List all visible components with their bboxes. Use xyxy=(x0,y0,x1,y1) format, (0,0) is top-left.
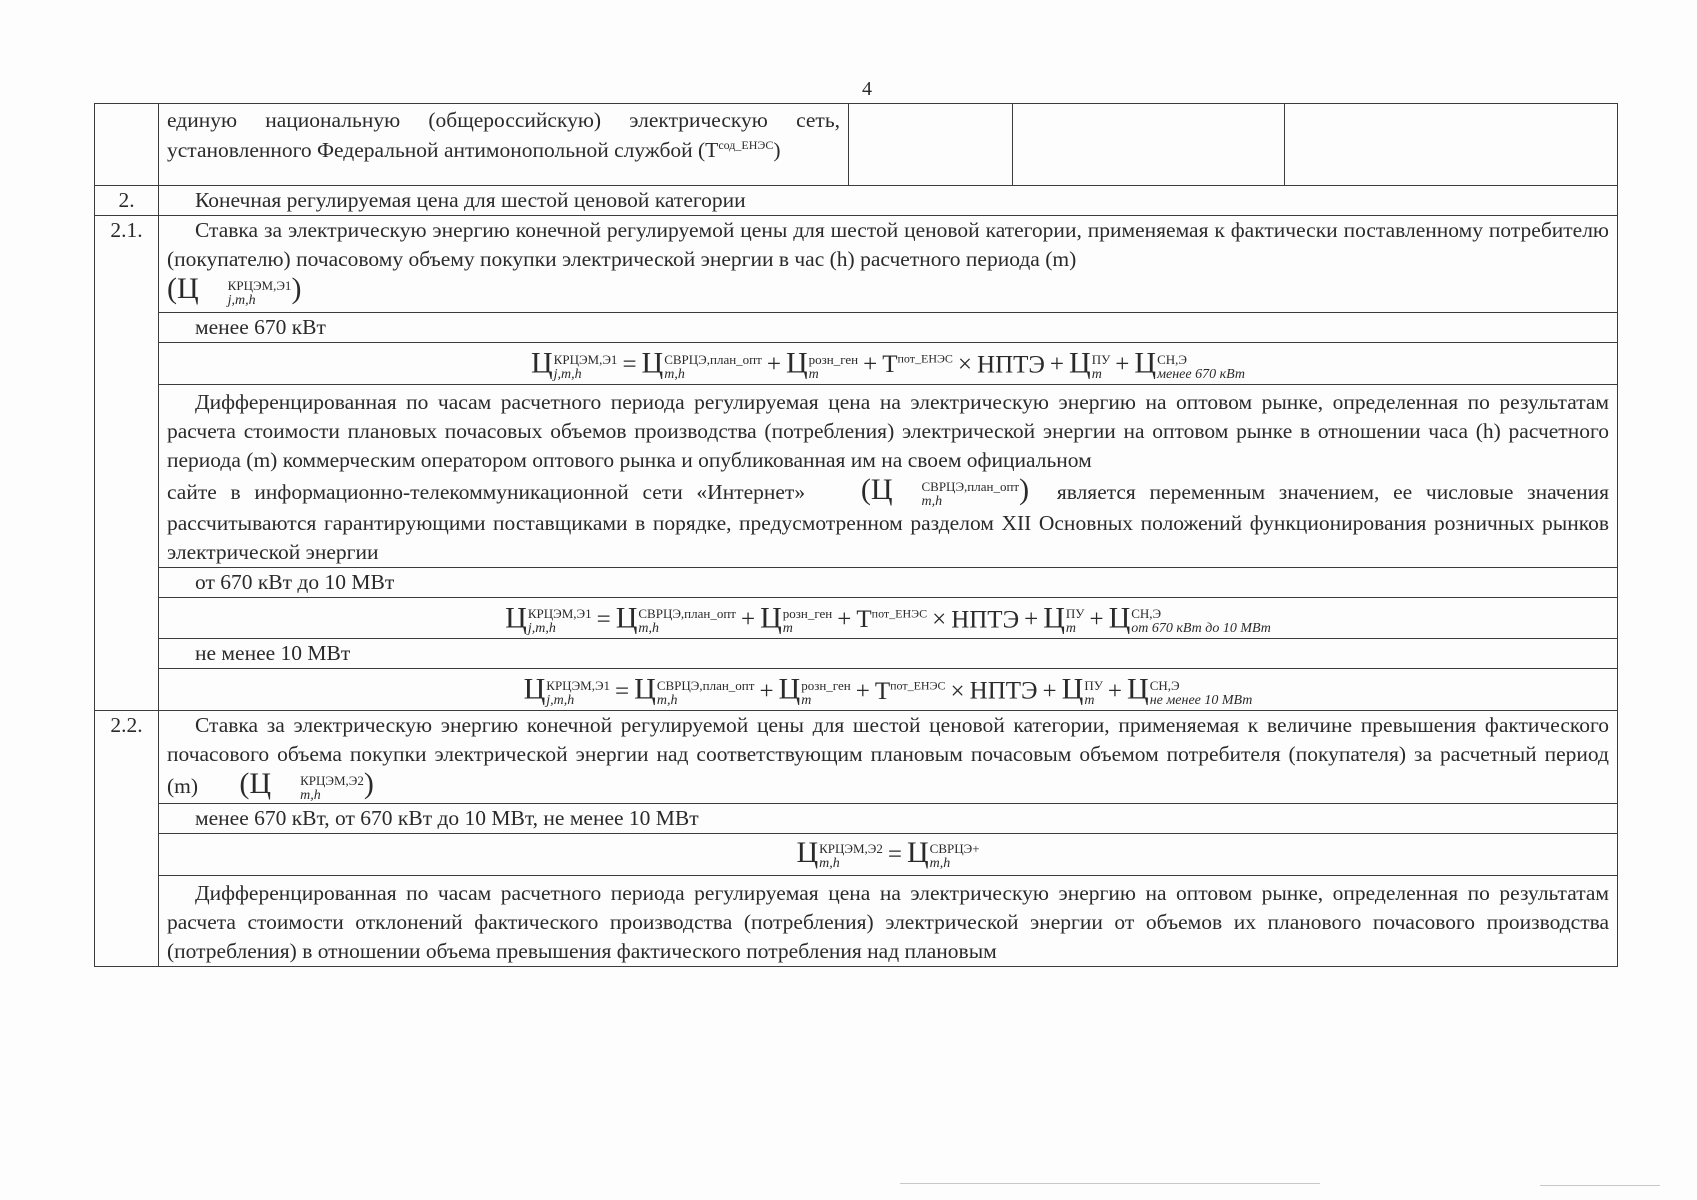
rate-description-text: Ставка за электрическую энергию конечной регулируемой цены для шестой ценовой категории, применяемая к фактически поставленному потребителю (покупателю) почасовому объему покупки электрической энергии в час (h) расчетного периода (m) xyxy=(167,218,1609,271)
continuation-text: единую национальную (общероссийскую) электрическую сеть, установленного Федеральной антимонопольной службой (T xyxy=(167,108,840,163)
rate-description-excess: Ставка за электрическую энергию конечной регулируемой цены для шестой ценовой категории, применяемая к величине превышения фактического почасового объема покупки электрической энергии над соответствующим плановым почасовым объемом потребителя (покупателя) за расчетный период (m) (Ц КРЦЭМ,Э2 m,h ) xyxy=(159,710,1618,803)
table-row xyxy=(95,710,1618,803)
capacity-label: менее 670 кВт, от 670 кВт до 10 МВт, не менее 10 МВт xyxy=(159,803,1618,833)
price-symbol: Ц xyxy=(177,272,199,305)
table-row xyxy=(95,186,1618,216)
empty-cell xyxy=(1285,104,1618,186)
table-row xyxy=(95,833,1618,875)
empty-cell xyxy=(1013,104,1285,186)
table-row xyxy=(95,104,1618,186)
paren-close: ) xyxy=(291,272,302,305)
symbol-subscript: j,m,h xyxy=(227,293,256,309)
table-row xyxy=(95,597,1618,639)
row-number: 2.1. xyxy=(95,216,159,711)
closing-paren: ) xyxy=(773,138,781,163)
diff-text-2a: сайте в информационно-телекоммуникационной сети «Интернет» xyxy=(167,479,806,504)
diff-text-2b: является переменным значением, ее числовые значения рассчитываются гарантирующими поставщиками в порядке, предусмотренном разделом XII Основных положений функционирования розничных рынков электрической энергии xyxy=(167,479,1610,564)
tariff-superscript: сод_ЕНЭС xyxy=(718,138,774,152)
table-row xyxy=(95,669,1618,711)
empty-cell xyxy=(849,104,1013,186)
scan-noise xyxy=(900,1183,1320,1184)
symbol-superscript: КРЦЭМ,Э1 xyxy=(227,278,292,294)
table-row xyxy=(95,343,1618,385)
paren-open: ( xyxy=(167,272,177,305)
table-row xyxy=(95,639,1618,669)
row-number: 2. xyxy=(95,186,159,216)
diff-text-1: Дифференцированная по часам расчетного периода регулируемая цена на электрическую энергию на оптовом рынке, определенная по результатам расчета стоимости плановых почасовых объемов производства (потребления) электрической энергии на оптовом рынке в отношении часа (h) расчетного периода (m) коммерческим оператором оптового рынка и опубликованная им на своем официальном xyxy=(167,389,1609,472)
row-number: 2.2. xyxy=(95,710,159,966)
differentiated-price-description: Дифференцированная по часам расчетного периода регулируемая цена на электрическую энергию на оптовом рынке, определенная по результатам расчета стоимости плановых почасовых объемов производства (потребления) электрической энергии на оптовом рынке в отношении часа (h) расчетного периода (m) коммерческим оператором оптового рынка и опубликованная им на своем официальном сайте в информационно-телекоммуникационной сети «Интернет» (Ц СВРЦЭ,план_опт m,h ) является переменным значением, ее числовые значения рассчитываются гарантирующими поставщиками в порядке, предусмотренном разделом XII Основных положений функционирования розничных рынков электрической энергии xyxy=(159,384,1618,567)
row-number-empty xyxy=(95,104,159,186)
formula-less670: Ц КРЦЭМ,Э1 j,m,h = Ц СВРЦЭ,план_опт m,h + Ц розн_ген m + $T^{пот\_ЕНЭС}$ × НПТЭ + Ц ПУ m + Ц СН,Э менее 670 кВт xyxy=(159,343,1618,385)
formula-excess: Ц КРЦЭМ,Э2 m,h = Ц СВРЦЭ+ m,h xyxy=(159,833,1618,875)
rate-description xyxy=(159,216,1618,313)
differentiated-price-description-excess: Дифференцированная по часам расчетного периода регулируемая цена на электрическую энергию на оптовом рынке, определенная по результатам расчета стоимости отклонений фактического производства (потребления) электрической энергии от объемов их планового почасового производства (потребления) в отношении объема превышения фактического потребления над плановым xyxy=(159,876,1618,967)
section-heading: Конечная регулируемая цена для шестой ценовой категории xyxy=(159,186,1618,216)
capacity-label: менее 670 кВт xyxy=(159,313,1618,343)
table-row xyxy=(95,876,1618,967)
scan-noise xyxy=(1540,1185,1660,1186)
table-row xyxy=(95,216,1618,313)
rate-description-text: Ставка за электрическую энергию конечной регулируемой цены для шестой ценовой категории, применяемая к величине превышения фактического почасового объема покупки электрической энергии над соответствующим плановым почасовым объемом потребителя (покупателя) за расчетный период (m) xyxy=(167,712,1609,798)
table-row xyxy=(95,567,1618,597)
table-row xyxy=(95,313,1618,343)
formula-more10: Ц КРЦЭМ,Э1 j,m,h = Ц СВРЦЭ,план_опт m,h + Ц розн_ген m + $T^{пот\_ЕНЭС}$ × НПТЭ + Ц ПУ m + Ц СН,Э не менее 10 МВт xyxy=(159,669,1618,711)
tariff-table xyxy=(94,103,1618,967)
table-row xyxy=(95,384,1618,567)
row-text-continuation xyxy=(159,104,849,186)
page-number: 4 xyxy=(862,78,872,100)
formula-670-10: Ц КРЦЭМ,Э1 j,m,h = Ц СВРЦЭ,план_опт m,h + Ц розн_ген m + $T^{пот\_ЕНЭС}$ × НПТЭ + Ц ПУ m + Ц СН,Э от 670 кВт до 10 МВт xyxy=(159,597,1618,639)
capacity-label: от 670 кВт до 10 МВт xyxy=(159,567,1618,597)
capacity-label: не менее 10 МВт xyxy=(159,639,1618,669)
table-row xyxy=(95,803,1618,833)
